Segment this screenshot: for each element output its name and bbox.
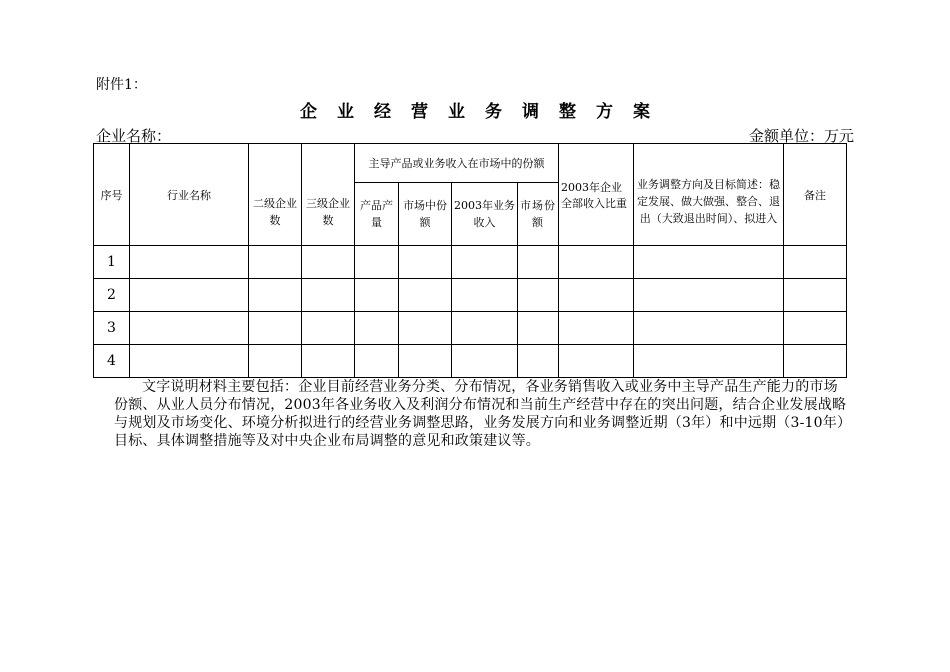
cell-remark[interactable] [784,312,847,345]
cell-ratio[interactable] [559,345,634,378]
table-row [94,246,847,279]
cell-remark[interactable] [784,279,847,312]
cell-market-share[interactable] [399,345,452,378]
cell-level3[interactable] [302,312,355,345]
business-adjustment-table [93,143,847,378]
header-revenue-2003: 2003年业务收入 [452,183,518,246]
cell-market-share-2[interactable] [518,312,559,345]
row-number: 2 [94,279,130,312]
cell-market-share-2[interactable] [518,345,559,378]
cell-ratio[interactable] [559,246,634,279]
cell-level3[interactable] [302,279,355,312]
header-level3-count: 三级企业数 [302,144,355,246]
cell-ratio[interactable] [559,312,634,345]
cell-revenue[interactable] [452,312,518,345]
attachment-label: 附件1： [96,77,147,93]
cell-level2[interactable] [249,246,302,279]
cell-remark[interactable] [784,345,847,378]
cell-market-share-2[interactable] [518,246,559,279]
cell-product-output[interactable] [355,246,399,279]
cell-level2[interactable] [249,345,302,378]
cell-remark[interactable] [784,246,847,279]
cell-revenue[interactable] [452,279,518,312]
row-number: 1 [94,246,130,279]
cell-level2[interactable] [249,312,302,345]
description-text: 文字说明材料主要包括：企业目前经营业务分类、分布情况，各业务销售收入或业务中主导产品生产能力的市场份额、从业人员分布情况，2003年各业务收入及利润分布情况和当前生产经营中存在的突出问题，结合企业发展战略与规划及市场变化、环境分析拟进行的经营业务调整思路，业务发展方向和业务调整近期（3年）和中远期（3-10年）目标、具体调整措施等及对中央企业布局调整的意见和政策建议等。 [114,379,847,449]
header-market-share-2: 市场份额 [518,183,559,246]
cell-market-share[interactable] [399,312,452,345]
cell-industry[interactable] [130,246,249,279]
cell-ratio[interactable] [559,279,634,312]
cell-direction[interactable] [634,312,784,345]
table-row [94,312,847,345]
header-product-output: 产品产量 [355,183,399,246]
cell-level3[interactable] [302,345,355,378]
cell-product-output[interactable] [355,279,399,312]
header-level2-count: 二级企业数 [249,144,302,246]
cell-direction[interactable] [634,279,784,312]
description-block [114,378,850,450]
cell-market-share[interactable] [399,246,452,279]
header-adjustment-direction: 业务调整方向及目标简述：稳定发展、做大做强、整合、退出（大致退出时间）、拟进入 [634,144,784,246]
header-ratio-2003: 2003年企业全部收入比重 [559,144,634,246]
row-number: 4 [94,345,130,378]
amount-unit-label: 金额单位：万元 [748,127,854,145]
cell-revenue[interactable] [452,246,518,279]
cell-level2[interactable] [249,279,302,312]
table-row [94,279,847,312]
row-number: 3 [94,312,130,345]
header-market-share: 市场中份额 [399,183,452,246]
header-seq: 序号 [94,144,130,246]
cell-level3[interactable] [302,246,355,279]
header-industry: 行业名称 [130,144,249,246]
cell-direction[interactable] [634,345,784,378]
cell-revenue[interactable] [452,345,518,378]
header-remark: 备注 [784,144,847,246]
cell-product-output[interactable] [355,312,399,345]
cell-industry[interactable] [130,312,249,345]
cell-direction[interactable] [634,246,784,279]
cell-market-share[interactable] [399,279,452,312]
table-row [94,345,847,378]
cell-industry[interactable] [130,345,249,378]
cell-market-share-2[interactable] [518,279,559,312]
cell-product-output[interactable] [355,345,399,378]
header-market-share-group: 主导产品或业务收入在市场中的份额 [355,144,559,183]
company-name-label: 企业名称： [96,127,172,145]
cell-industry[interactable] [130,279,249,312]
page-title: 企业经营业务调整方案 [300,102,670,122]
